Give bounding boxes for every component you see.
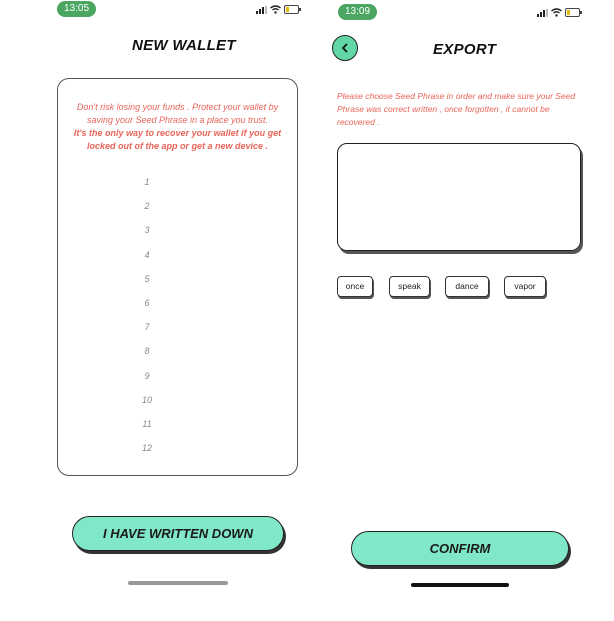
seed-word-chip[interactable]: speak <box>389 276 430 297</box>
export-screen <box>314 0 614 621</box>
seed-phrase-input-area[interactable] <box>337 143 581 251</box>
seed-word-number: 11 <box>142 418 152 429</box>
confirm-button[interactable]: CONFIRM <box>351 531 569 566</box>
seed-word-number: 10 <box>141 394 152 405</box>
wifi-icon <box>270 5 281 14</box>
signal-icon <box>537 9 548 17</box>
seed-word-number: 8 <box>144 346 150 357</box>
new-wallet-screen <box>0 0 300 621</box>
seed-word-number: 12 <box>141 443 152 454</box>
seed-word-number: 1 <box>144 177 150 187</box>
seed-word-number: 7 <box>144 322 150 333</box>
battery-icon <box>284 5 299 14</box>
seed-word-number: 6 <box>144 297 150 308</box>
signal-icon <box>256 6 267 14</box>
warning-message <box>72 101 283 153</box>
i-have-written-down-button[interactable]: I HAVE WRITTEN DOWN <box>72 516 284 551</box>
seed-word-number: 2 <box>144 201 150 212</box>
seed-word-chip[interactable]: once <box>337 276 373 297</box>
seed-word-number: 5 <box>144 273 150 284</box>
status-icons <box>256 5 299 14</box>
wifi-icon <box>551 8 562 17</box>
home-indicator <box>411 583 509 587</box>
seed-word-chip[interactable]: dance <box>445 276 489 297</box>
seed-word-number: 3 <box>144 225 150 236</box>
warning-bold-text: It's the only way to recover your wallet if you get locked out of the app or get a new device . <box>73 128 282 151</box>
seed-word-number: 4 <box>144 249 150 260</box>
export-instructions: Please choose Seed Phrase in order and make sure your Seed Phrase was correct written , once forgotten , it cannot be recovered . <box>337 91 576 127</box>
battery-icon <box>565 8 580 17</box>
page-title: EXPORT <box>433 41 497 58</box>
back-button[interactable] <box>332 35 358 61</box>
back-arrow-icon <box>340 43 350 53</box>
seed-word-list <box>140 177 154 467</box>
warning-text: Don't risk losing your funds . Protect your wallet by saving your Seed Phrase in a place you trust. <box>76 102 279 125</box>
status-icons <box>537 8 580 17</box>
home-indicator <box>128 581 228 585</box>
page-title: NEW WALLET <box>132 37 236 54</box>
seed-phrase-card <box>57 78 298 476</box>
status-time: 13:05 <box>57 1 96 17</box>
status-time: 13:09 <box>338 4 377 20</box>
seed-word-number: 9 <box>144 370 150 381</box>
seed-word-chip[interactable]: vapor <box>504 276 546 297</box>
